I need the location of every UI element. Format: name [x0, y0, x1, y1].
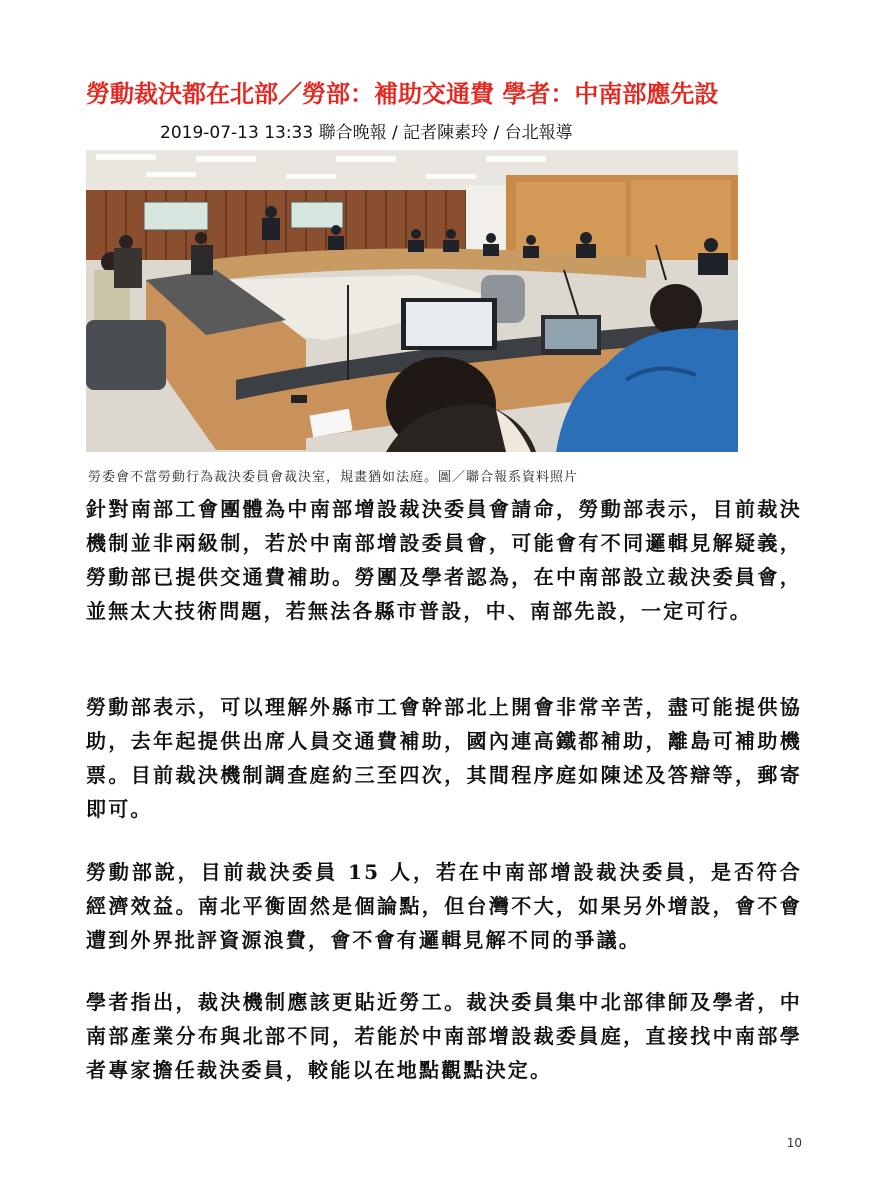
page-number: 10 [786, 1136, 802, 1150]
article-byline: 2019-07-13 13:33 聯合晚報 / 記者陳素玲 / 台北報導 [160, 123, 573, 143]
photo-caption: 勞委會不當勞動行為裁決委員會裁決室，規畫猶如法庭。圖／聯合報系資料照片 [88, 470, 579, 485]
article-paragraph: 勞動部說，目前裁決委員 15 人，若在中南部增設裁決委員，是否符合經濟效益。南北平衡固然是個論點，但台灣不大，如果另外增設，會不會遭到外界批評資源浪費，會不會有邏輯見解不同的爭議。 [86, 860, 802, 952]
article-paragraph: 針對南部工會團體為中南部增設裁決委員會請命，勞動部表示，目前裁決機制並非兩級制，若於中南部增設委員會，可能會有不同邏輯見解疑義，勞動部已提供交通費補助。勞團及學者認為，在中南部設立裁決委員會，並無太大技術問題，若無法各縣市普設，中、南部先設，一定可行。 [86, 497, 802, 623]
article-paragraph: 勞動部表示，可以理解外縣市工會幹部北上開會非常辛苦，盡可能提供協助，去年起提供出席人員交通費補助，國內連高鐵都補助，離島可補助機票。目前裁決機制調查庭約三至四次，其間程序庭如陳述及答辯等，郵寄即可。 [86, 695, 802, 821]
article-paragraph: 學者指出，裁決機制應該更貼近勞工。裁決委員集中北部律師及學者，中南部產業分布與北部不同，若能於中南部增設裁委員庭，直接找中南部學者專家擔任裁決委員，較能以在地點觀點決定。 [86, 990, 802, 1082]
article-photo [86, 150, 738, 452]
article-headline: 勞動裁決都在北部／勞部：補助交通費 學者：中南部應先設 [86, 80, 719, 108]
